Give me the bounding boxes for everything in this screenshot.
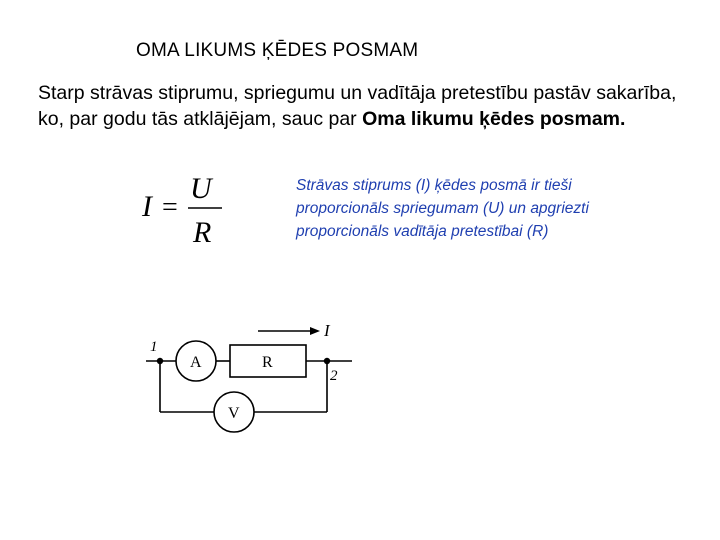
- formula-graphic: [140, 168, 250, 252]
- intro-bold-term: Oma likumu ķēdes posmam.: [362, 108, 626, 130]
- voltmeter-label: V: [228, 405, 240, 422]
- current-arrow-head: [310, 327, 320, 335]
- current-label: I: [324, 321, 330, 340]
- intro-text: Starp strāvas stiprumu, spriegumu un vadītāja pretestību pastāv sakarība, ko, par godu tās atklājējam, sauc par: [38, 82, 677, 130]
- intro-paragraph: [38, 80, 698, 132]
- node-1-label: 1: [150, 339, 158, 355]
- formula-equals: =: [162, 192, 178, 223]
- junction-right: [324, 358, 330, 364]
- formula-lhs: I: [142, 190, 152, 223]
- slide-title: OMA LIKUMS ĶĒDES POSMAM: [136, 40, 419, 61]
- ammeter-label: A: [190, 354, 202, 371]
- law-description: Strāvas stiprums (I) ķēdes posmā ir tieši proporcionāls spriegumam (U) un apgriezti proporcionāls vadītāja pretestībai (R): [296, 177, 589, 240]
- circuit-diagram: [140, 316, 360, 440]
- junction-left: [157, 358, 163, 364]
- formula-denominator: R: [193, 216, 212, 249]
- ohms-law-formula: [140, 168, 250, 252]
- node-2-label: 2: [330, 368, 338, 384]
- resistor-label: R: [262, 354, 273, 371]
- formula-numerator: U: [190, 172, 212, 205]
- circuit-graphic: [140, 316, 360, 440]
